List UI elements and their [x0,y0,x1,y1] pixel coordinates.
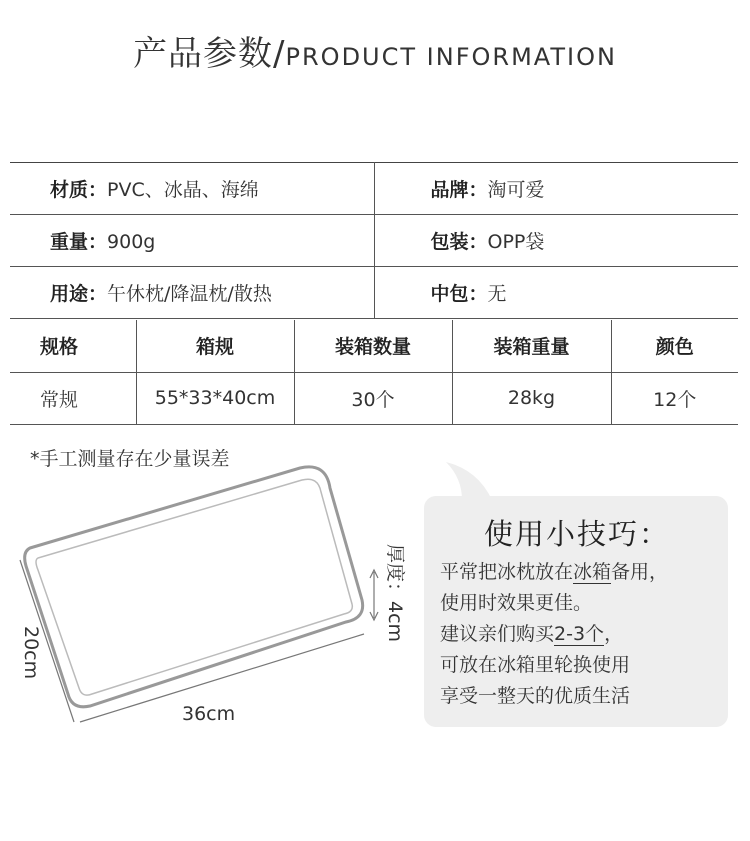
tips-text: ， [604,623,624,645]
spec-row [10,267,738,319]
tips-underlined-text: 2-3个 [554,623,605,645]
header-cell: 规格 [10,320,136,372]
pillow-outline [25,467,363,707]
spec-key: 用途： [50,283,108,305]
spec-value: OPP袋 [487,231,545,253]
spec-cell [374,215,738,267]
spec-value: PVC、冰晶、海绵 [107,179,259,201]
thickness-label: 厚度：4cm [384,544,406,643]
spec-cell [10,215,374,267]
header-cell: 装箱重量 [452,320,611,372]
title-chinese: 产品参数/ [133,34,286,74]
packing-table [10,320,738,425]
spec-key: 重量： [50,231,108,253]
tips-text: 建议亲们购买 [440,623,555,645]
pillow-diagram [0,460,420,740]
packing-data-row [10,372,738,424]
data-cell: 30个 [294,372,452,424]
spec-cell [374,267,738,319]
tips-text: 备用， [611,561,669,583]
tips-line: 可放在冰箱里轮换使用 [440,654,631,676]
data-cell: 12个 [611,372,738,424]
spec-table [10,162,738,319]
packing-header-row [10,320,738,372]
spec-row [10,215,738,267]
spec-key: 材质： [50,179,108,201]
tips-line [440,619,714,650]
spec-value: 900g [107,231,156,253]
tips-underlined-text: 冰箱 [573,561,612,583]
pillow-seam [36,479,352,695]
tips-line [440,557,714,588]
header-cell: 装箱数量 [294,320,452,372]
spec-row [10,163,738,215]
title-english: PRODUCT INFORMATION [285,43,617,71]
spec-cell [10,267,374,319]
data-cell: 28kg [452,372,611,424]
spec-key: 中包： [430,283,488,305]
width-label: 36cm [182,703,236,725]
spec-value: 淘可爱 [487,179,545,201]
tips-line: 享受一整天的优质生活 [440,685,631,707]
height-label: 20cm [20,626,42,680]
data-cell: 常规 [10,372,136,424]
tips-text: 平常把冰枕放在 [440,561,574,583]
spec-key: 品牌： [430,179,488,201]
tips-bubble [424,496,728,727]
header-cell: 箱规 [136,320,294,372]
spec-cell [374,163,738,215]
measurement-note: *手工测量存在少量误差 [30,448,230,470]
spec-value: 午休枕/降温枕/散热 [107,283,272,305]
spec-key: 包装： [430,231,488,253]
tips-title: 使用小技巧： [483,517,670,551]
tips-line: 使用时效果更佳。 [440,592,593,614]
spec-value: 无 [487,283,507,305]
page-title [0,26,750,75]
spec-cell [10,163,374,215]
header-cell: 颜色 [611,320,738,372]
data-cell: 55*33*40cm [136,372,294,424]
